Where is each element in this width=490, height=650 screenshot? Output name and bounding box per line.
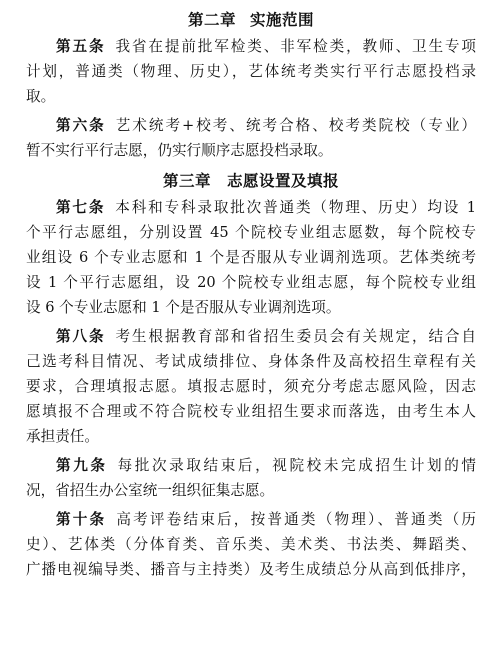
article-6-label: 第六条 xyxy=(56,117,106,134)
article-7-line-1: 第七条 本科和专科录取批次普通类（物理、历史）均设 1 xyxy=(56,199,476,216)
article-8-line-1: 第八条 考生根据教育部和省招生委员会有关规定，结合自 xyxy=(56,328,476,345)
article-8 xyxy=(26,324,476,449)
article-7 xyxy=(26,195,476,320)
article-5-line-1: 第五条 我省在提前批军检类、非军检类，教师、卫生专项 xyxy=(56,38,476,55)
article-7-label: 第七条 xyxy=(56,199,106,216)
article-7-line-5: 设 6 个专业志愿和 1 个是否服从专业调剂选项。 xyxy=(26,299,341,316)
article-10-line-2: 史）、艺体类（分体育类、音乐类、美术类、书法类、舞蹈类、 xyxy=(26,536,476,553)
article-9-label: 第九条 xyxy=(56,457,108,474)
chapter-3-heading: 第三章 志愿设置及填报 xyxy=(162,171,339,190)
article-9-line-2: 况，省招生办公室统一组织征集志愿。 xyxy=(26,482,275,499)
article-6-line-1: 第六条 艺术统考+校考、统考合格、校考类院校（专业） xyxy=(56,117,476,134)
article-8-label: 第八条 xyxy=(56,328,106,345)
article-8-line-4: 愿填报不合理或不符合院校专业组招生要求而落选，由考生本人 xyxy=(26,403,476,420)
article-9-line-1: 第九条 每批次录取结束后，视院校未完成招生计划的情 xyxy=(56,457,476,474)
article-10-line-3: 广播电视编导类、播音与主持类）及考生成绩总分从高到低排序， xyxy=(26,561,476,578)
article-6-line-2: 暂不实行平行志愿，仍实行顺序志愿投档录取。 xyxy=(26,142,333,159)
chapter-2-title: 实施范围 xyxy=(250,10,315,29)
article-5-label: 第五条 xyxy=(56,38,106,55)
article-5-line-2: 计划，普通类（物理、历史），艺体统考类实行平行志愿投档录 xyxy=(26,63,476,80)
article-10-label: 第十条 xyxy=(56,511,107,528)
article-5 xyxy=(26,34,476,109)
article-10-line-1: 第十条 高考评卷结束后，按普通类（物理）、普通类（历 xyxy=(56,511,476,528)
article-10 xyxy=(26,507,476,582)
article-6 xyxy=(26,113,476,163)
article-8-line-2: 己选考科目情况、考试成绩排位、身体条件及高校招生章程有关 xyxy=(26,353,476,370)
article-9 xyxy=(26,453,476,503)
article-7-line-2: 个平行志愿组，分别设置 45 个院校专业组志愿数，每个院校专 xyxy=(26,224,476,241)
chapter-2-heading xyxy=(26,6,476,34)
article-8-line-5: 承担责任。 xyxy=(26,428,99,445)
article-5-line-3: 取。 xyxy=(26,88,56,105)
chapter-2-number: 第二章 xyxy=(187,10,236,29)
article-7-line-4: 设 1 个平行志愿组，设 20 个院校专业组志愿，每个院校专业组 xyxy=(26,274,476,291)
article-8-line-3: 要求，合理填报志愿。填报志愿时，须充分考虑志愿风险，因志 xyxy=(26,378,476,395)
article-7-line-3: 业组设 6 个专业志愿和 1 个是否服从专业调剂选项。艺体类统考 xyxy=(26,249,476,266)
